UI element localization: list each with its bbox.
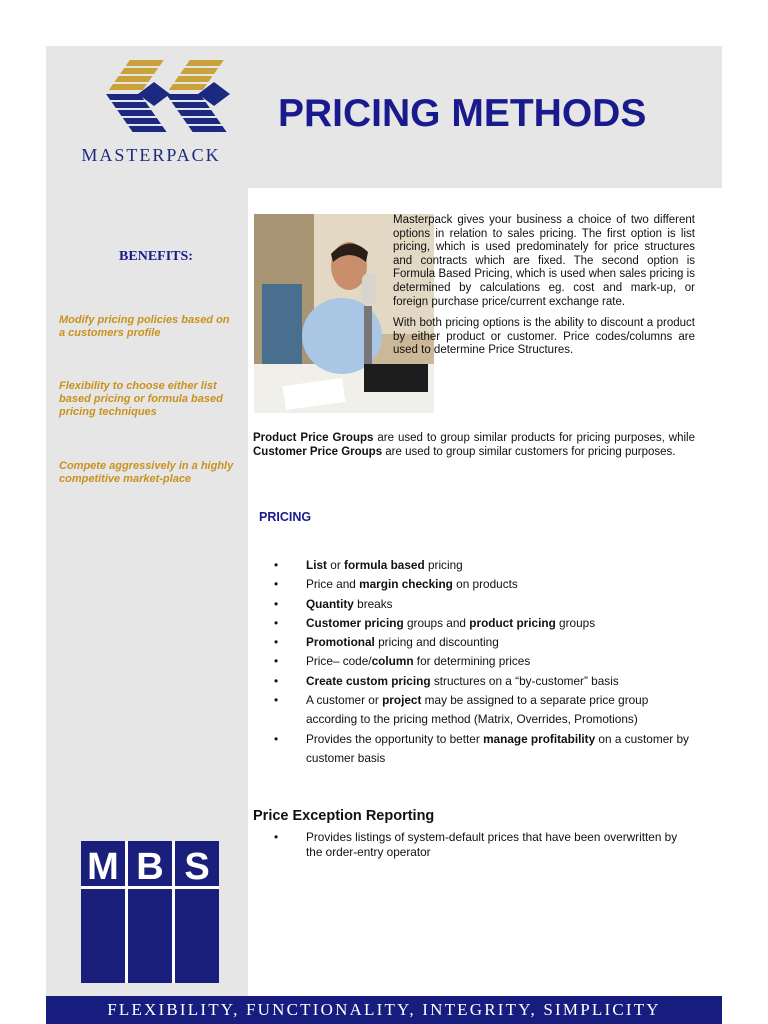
list-item xyxy=(274,652,694,671)
item-text: structures on a “by-customer” basis xyxy=(430,673,619,688)
pricing-heading: PRICING xyxy=(259,510,312,524)
benefit-item: Compete aggressively in a highly competitive market-place xyxy=(59,460,234,485)
item-text: groups xyxy=(555,615,596,630)
page-title: PRICING METHODS xyxy=(278,92,647,135)
groups-text: are used to group similar products for pricing purposes, while xyxy=(373,432,695,444)
groups-text: are used to group similar customers for pricing purposes. xyxy=(382,445,676,458)
bold-term: margin checking xyxy=(359,577,453,592)
price-groups-text xyxy=(253,432,695,459)
bold-term: Create custom pricing xyxy=(306,673,431,688)
intro-paragraph: Masterpack gives your business a choice of two different options in relation to sales pricing. The first option is list pricing, which is used predominately for price structures and contracts which are fixed. The second option is Formula Based Pricing, which is used when sales pricing is determined by calculations eg. cost and mark-up, or foreign purchase price/current exchange rate. xyxy=(393,214,695,308)
list-item xyxy=(274,633,694,652)
list-item: • Provides listings of system-default prices that have been overwritten by the order-entry operator xyxy=(274,830,694,860)
exception-list xyxy=(274,830,694,860)
header-band xyxy=(46,46,722,188)
mbs-letter: B xyxy=(136,846,164,888)
item-text: Price– code/ xyxy=(306,654,372,669)
pricing-features-list xyxy=(274,556,694,768)
brand-name: MASTERPACK xyxy=(81,145,221,165)
item-text: Provides the opportunity to better xyxy=(306,731,484,746)
benefit-item: Flexibility to choose either list based pricing or formula based pricing techniques xyxy=(59,380,223,418)
masterpack-logo-icon xyxy=(74,54,242,134)
item-text: pricing and discounting xyxy=(374,635,499,650)
term-customer-price-groups: Customer Price Groups xyxy=(253,445,383,458)
term-product-price-groups: Product Price Groups xyxy=(253,432,374,444)
item-text: may be assigned to a separate price group according to the pricing method (Matrix, Overrides, Promotions) xyxy=(306,693,649,727)
list-item xyxy=(274,730,694,769)
list-item xyxy=(274,575,694,594)
bold-term: project xyxy=(382,693,422,708)
item-text: Price and xyxy=(306,577,360,592)
item-text: for determining prices xyxy=(413,654,531,669)
bold-term: Promotional xyxy=(306,635,375,650)
benefits-heading: BENEFITS: xyxy=(119,249,193,264)
item-text: groups and xyxy=(403,615,470,630)
bold-term: column xyxy=(371,654,414,669)
mbs-letter: M xyxy=(87,846,119,888)
item-text: on a customer by customer basis xyxy=(306,731,689,765)
list-item xyxy=(274,556,694,575)
benefit-item: Modify pricing policies based on a customers profile xyxy=(59,314,230,339)
bold-term: List xyxy=(306,558,327,572)
bold-term: Customer pricing xyxy=(306,615,404,630)
item-text: breaks xyxy=(353,596,393,611)
item-text: or xyxy=(326,558,345,572)
intro-paragraph: With both pricing options is the ability to discount a product by either product or customer. Price codes/columns are used to determine Price Structures. xyxy=(393,317,695,357)
exception-reporting-heading: Price Exception Reporting xyxy=(253,808,435,824)
list-item xyxy=(274,595,694,614)
list-item xyxy=(274,614,694,633)
bold-term: manage profitability xyxy=(483,731,596,746)
item-text: pricing xyxy=(424,558,463,572)
bold-term: Quantity xyxy=(306,596,354,611)
mbs-letter: S xyxy=(184,846,210,888)
list-item xyxy=(274,672,694,691)
list-item xyxy=(274,691,694,730)
bold-term: formula based xyxy=(344,558,425,572)
brochure-page xyxy=(46,46,722,1024)
item-text: A customer or xyxy=(306,693,383,708)
intro-text xyxy=(393,214,695,366)
footer-tagline: FLEXIBILITY, FUNCTIONALITY, INTEGRITY, SIMPLICITY xyxy=(46,996,722,1024)
bold-term: product pricing xyxy=(469,615,556,630)
mbs-logo-icon xyxy=(81,841,219,983)
item-text: on products xyxy=(452,577,518,592)
